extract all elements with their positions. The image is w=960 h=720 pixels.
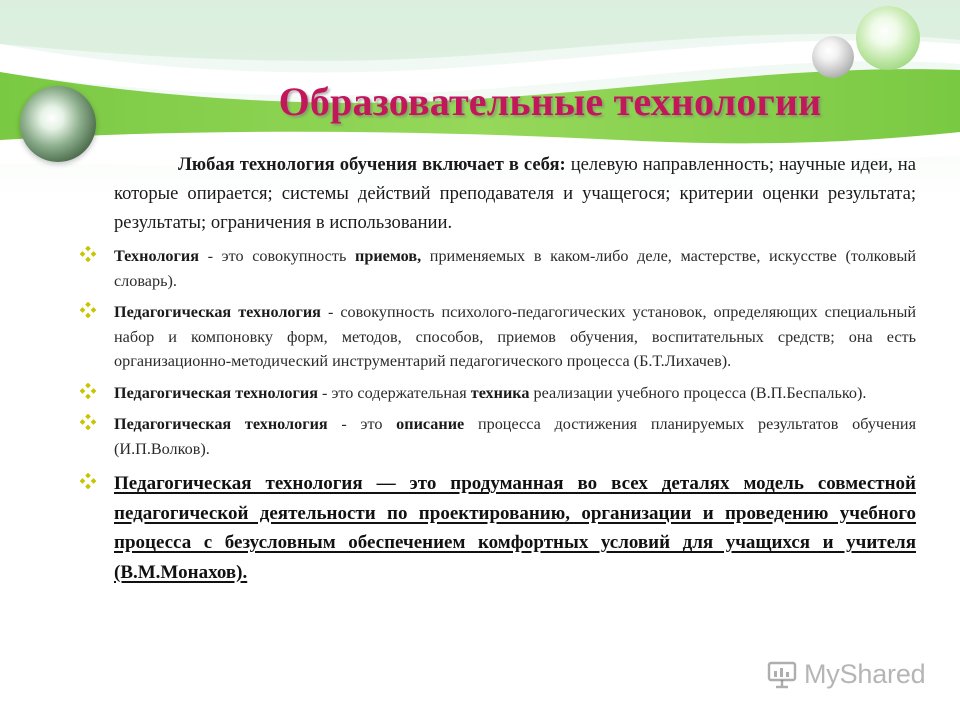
text-run: процесса достижения планируемых результатов обучения (И.П.Волков). <box>114 415 917 458</box>
diamond-cluster-icon <box>80 246 96 262</box>
intro-paragraph <box>80 150 916 237</box>
term: Технология <box>114 247 199 265</box>
slide-title: Образовательные технологии <box>278 79 822 124</box>
watermark <box>766 656 925 692</box>
emphasis: приемов, <box>355 247 422 265</box>
text-run: - это <box>327 415 397 433</box>
text-run: применяемых в каком-либо деле, мастерстве, искусстве (толковый словарь). <box>114 247 917 290</box>
decorative-bubble-right <box>856 6 920 70</box>
text-run: - это содержательная <box>317 383 471 402</box>
text-run: - совокупность психолого-педагогических установок, определяющих специальный набор и компоновку форм, методов, способов, приемов обучения, воспитательных средств; она есть организационно-методический инструментарий педагогического процесса (Б.Т.Лихачев). <box>114 303 916 370</box>
key-definition-item <box>80 469 916 587</box>
definition-text <box>114 244 916 293</box>
diamond-cluster-icon <box>80 414 96 430</box>
definition-text <box>114 300 916 374</box>
emphasis: описание <box>396 415 465 433</box>
definition-item <box>80 412 916 461</box>
diamond-cluster-icon <box>80 473 96 489</box>
term: Педагогическая технология <box>114 383 318 402</box>
intro-rest: целевую направленность; научные идеи, на которые опирается; системы действий преподавателя и учащегося; критерии оценки результата; результаты; ограничения в использовании. <box>114 154 916 233</box>
definition-item <box>80 381 916 406</box>
text-run: реализации учебного процесса (В.П.Беспалько). <box>529 383 867 402</box>
decorative-bubble-small <box>812 36 854 78</box>
term: Педагогическая технология <box>114 415 328 433</box>
definition-item <box>80 300 916 374</box>
text-run: - это совокупность <box>198 247 355 265</box>
definition-item <box>80 244 916 293</box>
emphasis: техника <box>470 383 530 402</box>
watermark-text: MyShared <box>804 658 926 689</box>
key-definition-text: Педагогическая технология — это продуманная во всех деталях модель совместной педагогической деятельности по проектированию, организации и проведению учебного процесса с безусловным обеспечением комфортных условий для учащихся и учителя (В.М.Монахов). <box>114 473 916 583</box>
intro-lead: Любая технология обучения включает в себя: <box>178 154 566 175</box>
diamond-cluster-icon <box>80 302 96 318</box>
term: Педагогическая технология <box>114 303 321 321</box>
presentation-board-icon <box>766 658 798 690</box>
definition-list <box>80 244 916 461</box>
diamond-cluster-icon <box>80 383 96 399</box>
definition-text <box>114 381 916 406</box>
slide-content <box>80 150 916 587</box>
definition-text <box>114 412 916 461</box>
